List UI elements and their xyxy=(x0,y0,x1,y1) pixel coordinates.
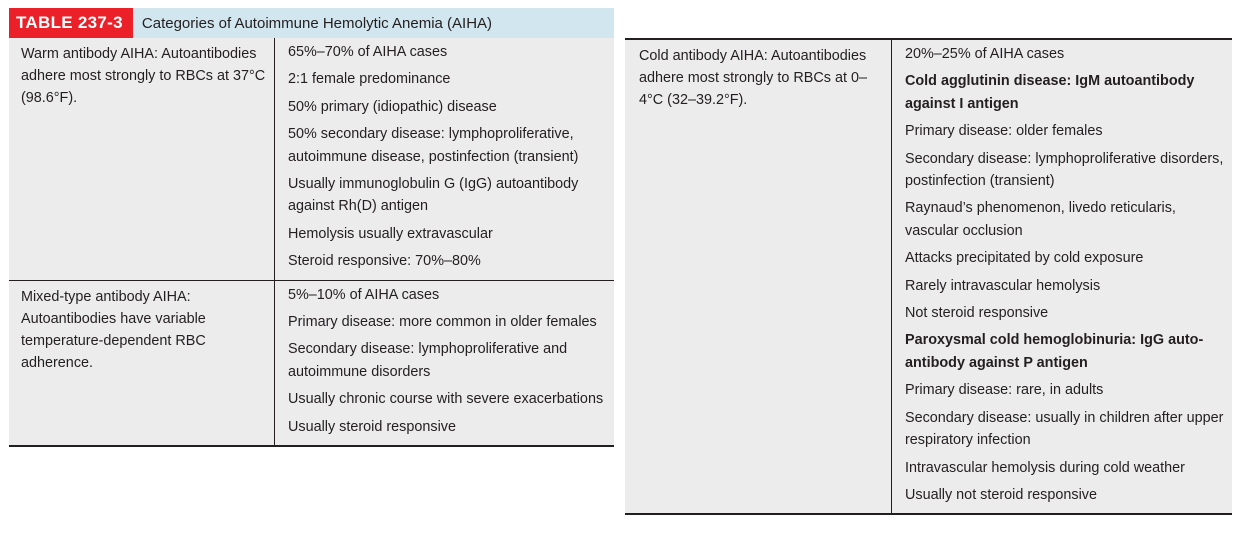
table-right-panel xyxy=(625,38,1232,515)
feature-item: Usually steroid responsive xyxy=(288,418,456,435)
feature-item: Primary disease: more common in older females xyxy=(288,314,597,331)
feature-item: 2:1 female predominance xyxy=(288,71,451,88)
feature-item: Hemolysis usually extravascular xyxy=(288,225,493,242)
feature-item: 65%–70% of AIHA cases xyxy=(288,44,448,60)
feature-subheading: Paroxysmal cold hemoglobinuria: IgG auto-antibody against P antigen xyxy=(905,332,1204,371)
feature-item: Usually immunoglobulin G (IgG) autoantibody against Rh(D) antigen xyxy=(288,176,579,215)
features-cell xyxy=(275,38,614,280)
feature-item: Raynaud’s phenomenon, livedo reticularis, vascular occlusion xyxy=(905,200,1176,239)
table-body-right xyxy=(625,38,1232,515)
category-cell: Cold antibody AIHA: Autoantibodies adhere most strongly to RBCs at 0–4°C (32–39.2°F). xyxy=(625,40,892,513)
feature-item: Usually chronic course with severe exacerbations xyxy=(288,391,604,408)
table-number: TABLE 237-3 xyxy=(9,8,133,38)
feature-item: Steroid responsive: 70%–80% xyxy=(288,253,481,270)
feature-item: 5%–10% of AIHA cases xyxy=(288,286,440,303)
category-cell: Mixed-type antibody AIHA: Autoantibodies have variable temperature-dependent RBC adherence. xyxy=(9,281,275,445)
features-cell xyxy=(892,40,1232,513)
table-row-mixed xyxy=(9,280,614,445)
feature-item: Rarely intravascular hemolysis xyxy=(905,277,1101,294)
feature-item: Secondary disease: lymphoproliferative and autoimmune disorders xyxy=(288,341,568,380)
table-row-warm xyxy=(9,38,614,280)
feature-item: 20%–25% of AIHA cases xyxy=(905,46,1065,62)
feature-item: Usually not steroid responsive xyxy=(905,486,1097,503)
feature-item: Primary disease: rare, in adults xyxy=(905,382,1104,399)
table-header xyxy=(9,8,614,38)
table-row-cold xyxy=(625,40,1232,513)
feature-item: Intravascular hemolysis during cold weather xyxy=(905,459,1185,476)
feature-item: Secondary disease: lymphoproliferative disorders, postinfection (transient) xyxy=(905,150,1224,190)
features-cell xyxy=(275,281,614,445)
feature-item: Secondary disease: usually in children after upper respiratory infection xyxy=(905,409,1224,449)
feature-item: 50% secondary disease: lymphoproliferative, autoimmune disease, postinfection (transient) xyxy=(288,126,579,165)
feature-subheading: Cold agglutinin disease: IgM autoantibody against I antigen xyxy=(905,73,1195,112)
feature-item: Not steroid responsive xyxy=(905,305,1049,322)
category-cell: Warm antibody AIHA: Autoantibodies adhere most strongly to RBCs at 37°C (98.6°F). xyxy=(9,38,275,280)
table-body-left xyxy=(9,38,614,447)
table-title: Categories of Autoimmune Hemolytic Anemia (AIHA) xyxy=(141,14,493,32)
feature-item: 50% primary (idiopathic) disease xyxy=(288,98,497,115)
feature-item: Primary disease: older females xyxy=(905,123,1103,140)
table-left-panel xyxy=(9,8,614,447)
feature-item: Attacks precipitated by cold exposure xyxy=(905,250,1144,267)
